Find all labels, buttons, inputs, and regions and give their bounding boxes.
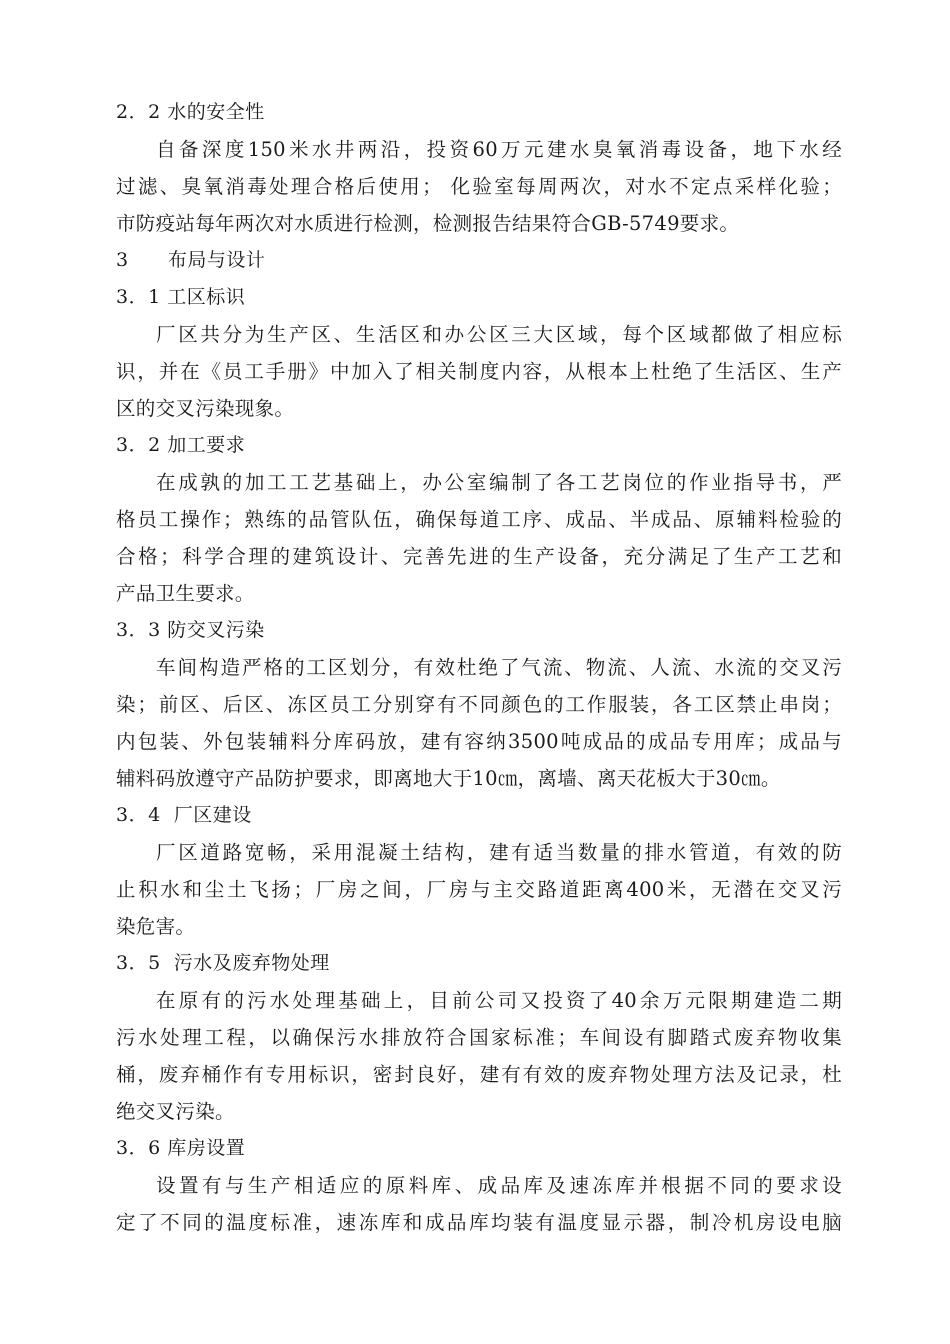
section-paragraph-3-3 <box>116 649 842 797</box>
section-heading-3-6: 3．6 库房设置 <box>116 1137 246 1159</box>
document-body <box>116 94 842 1241</box>
paragraph-line: 内包装、外包装辅料分库码放，建有容纳3500吨成品的成品专用库；成品与 <box>116 730 842 753</box>
paragraph-line: 绝交叉污染。 <box>116 1100 235 1123</box>
paragraph-line: 自备深度150米水井两沿，投资60万元建水臭氧消毒设备，地下水经 <box>156 138 842 161</box>
section-paragraph-2-2 <box>116 131 842 242</box>
paragraph-line: 染危害。 <box>116 915 196 938</box>
paragraph-line: 识，并在《员工手册》中加入了相关制度内容，从根本上杜绝了生活区、生产 <box>116 360 842 383</box>
section-heading-3-5: 3．5 污水及废弃物处理 <box>116 952 330 974</box>
section-paragraph-3-5 <box>116 982 842 1130</box>
paragraph-line: 定了不同的温度标准，速冻库和成品库均装有温度显示器，制冷机房设电脑 <box>116 1211 842 1234</box>
paragraph-line: 桶，废弃桶作有专用标识，密封良好，建有有效的废弃物处理方法及记录，杜 <box>116 1063 842 1086</box>
section-paragraph-3-1 <box>116 316 842 427</box>
paragraph-line: 产品卫生要求。 <box>116 582 255 605</box>
paragraph-line: 车间构造严格的工区划分，有效杜绝了气流、物流、人流、水流的交叉污 <box>156 656 842 679</box>
paragraph-line: 设置有与生产相适应的原料库、成品库及速冻库并根据不同的要求设 <box>156 1174 842 1197</box>
paragraph-line: 污水处理工程，以确保污水排放符合国家标准；车间设有脚踏式废弃物收集 <box>116 1026 842 1049</box>
section-paragraph-3-6 <box>116 1167 842 1241</box>
paragraph-line: 合格；科学合理的建筑设计、完善先进的生产设备，充分满足了生产工艺和 <box>116 545 842 568</box>
section-heading-3-3: 3．3 防交叉污染 <box>116 619 265 641</box>
section-heading-3-2: 3．2 加工要求 <box>116 434 246 456</box>
section-paragraph-3-4 <box>116 834 842 945</box>
section-heading-2-2: 2．2 水的安全性 <box>116 101 265 123</box>
paragraph-line: 染；前区、后区、冻区员工分别穿有不同颜色的工作服装，各工区禁止串岗； <box>116 693 842 716</box>
paragraph-line: 厂区共分为生产区、生活区和办公区三大区域，每个区域都做了相应标 <box>156 323 842 346</box>
paragraph-line: 格员工操作；熟练的品管队伍，确保每道工序、成品、半成品、原辅料检验的 <box>116 508 842 531</box>
paragraph-line: 在成孰的加工工艺基础上，办公室编制了各工艺岗位的作业指导书，严 <box>156 471 842 494</box>
section-heading-3-4: 3．4 厂区建设 <box>116 804 252 826</box>
paragraph-line: 市防疫站每年两次对水质进行检测，检测报告结果符合GB-5749要求。 <box>116 212 740 235</box>
paragraph-line: 止积水和尘土飞扬；厂房之间，厂房与主交路道距离400米，无潜在交叉污 <box>116 878 842 901</box>
paragraph-line: 区的交叉污染现象。 <box>116 397 295 420</box>
paragraph-line: 辅料码放遵守产品防护要求，即离地大于10㎝，离墙、离天花板大于30㎝。 <box>116 767 781 790</box>
section-heading-3-1: 3．1 工区标识 <box>116 286 246 308</box>
section-heading-3: 3 布局与设计 <box>116 249 266 271</box>
paragraph-line: 厂区道路宽畅，采用混凝土结构，建有适当数量的排水管道，有效的防 <box>156 841 842 864</box>
paragraph-line: 过滤、臭氧消毒处理合格后使用； 化验室每周两次，对水不定点采样化验； <box>116 175 842 198</box>
section-paragraph-3-2 <box>116 464 842 612</box>
paragraph-line: 在原有的污水处理基础上，目前公司又投资了40余万元限期建造二期 <box>156 989 842 1012</box>
